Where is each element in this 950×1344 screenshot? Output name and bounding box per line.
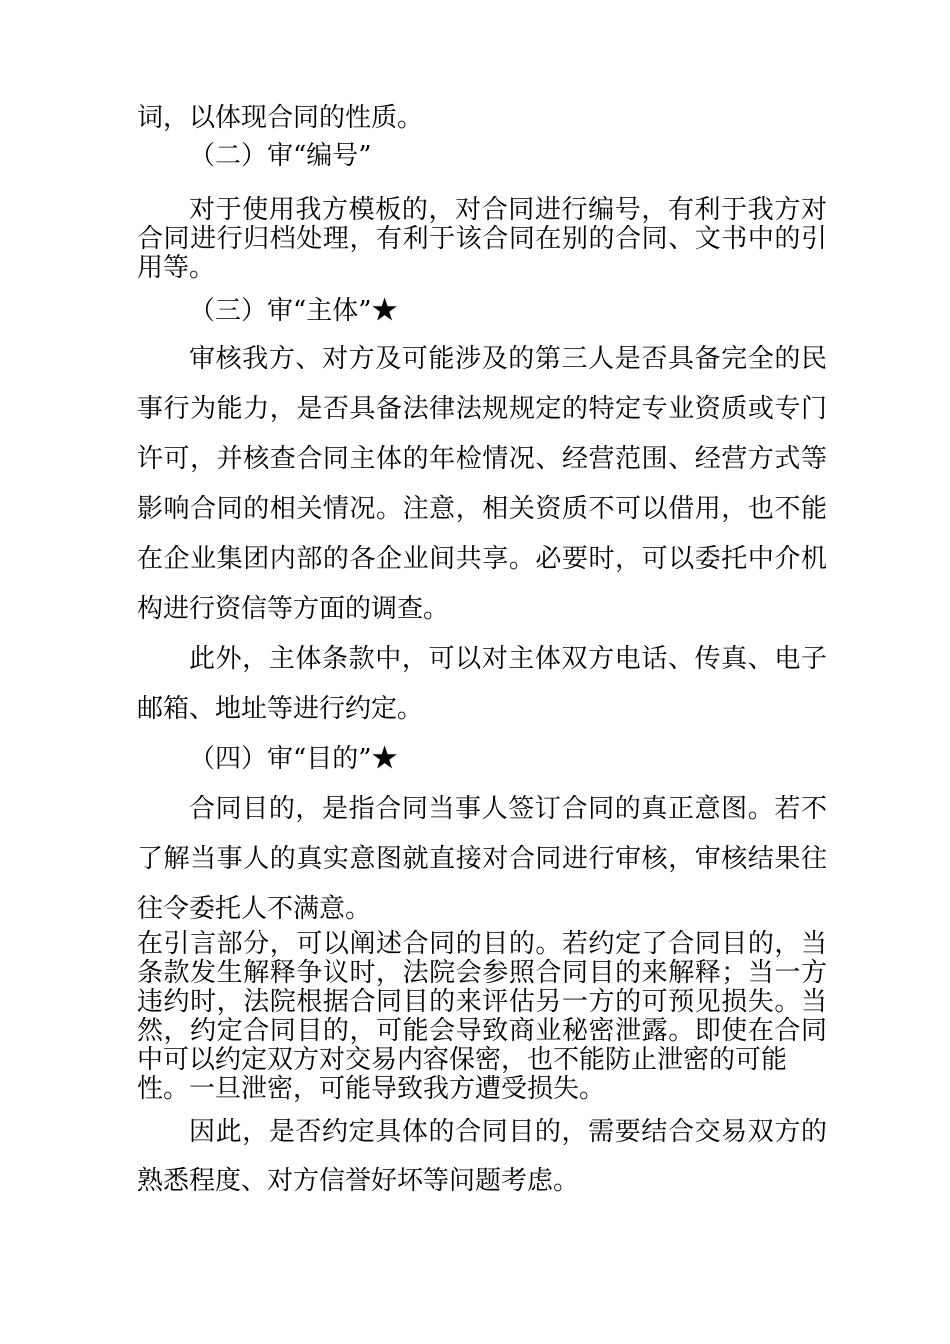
paragraph-line: 了解当事人的真实意图就直接对合同进行审核，审核结果往 (137, 844, 827, 874)
paragraph-line: 用等。 (137, 253, 216, 283)
paragraph-line: 影响合同的相关情况。注意，相关资质不可以借用，也不能 (137, 494, 827, 524)
paragraph-line: 事行为能力，是否具备法律法规规定的特定专业资质或专门 (137, 394, 827, 424)
paragraph-line: 审核我方、对方及可能涉及的第三人是否具备完全的民 (189, 344, 827, 374)
paragraph-line: 对于使用我方模板的，对合同进行编号，有利于我方对 (189, 195, 827, 225)
paragraph-line: 合同进行归档处理，有利于该合同在别的合同、文书中的引 (137, 224, 827, 254)
paragraph-line: 然，约定合同目的，可能会导致商业秘密泄露。即使在合同 (137, 1016, 827, 1046)
paragraph-line: 邮箱、地址等进行约定。 (137, 694, 424, 724)
paragraph-line: 在企业集团内部的各企业间共享。必要时，可以委托中介机 (137, 544, 827, 574)
section-heading-purpose: （四）审“目的”★ (189, 744, 398, 774)
paragraph-line: 熟悉程度、对方信誉好坏等问题考虑。 (137, 1166, 580, 1196)
section-heading-subject: （三）审“主体”★ (189, 296, 398, 326)
paragraph-line: 在引言部分，可以阐述合同的目的。若约定了合同目的，当 (137, 929, 827, 959)
paragraph-line: 词，以体现合同的性质。 (137, 103, 424, 133)
paragraph-line: 性。一旦泄密，可能导致我方遭受损失。 (137, 1074, 606, 1104)
paragraph-line: 条款发生解释争议时，法院会参照合同目的来解释；当一方 (137, 958, 827, 988)
paragraph-line: 违约时，法院根据合同目的来评估另一方的可预见损失。当 (137, 987, 827, 1017)
paragraph-line: 许可，并核查合同主体的年检情况、经营范围、经营方式等 (137, 444, 827, 474)
paragraph-line: 中可以约定双方对交易内容保密，也不能防止泄密的可能 (137, 1045, 788, 1075)
paragraph-line: 合同目的，是指合同当事人签订合同的真正意图。若不 (189, 794, 827, 824)
paragraph-line: 往令委托人不满意。 (137, 894, 372, 924)
paragraph-line: 此外，主体条款中，可以对主体双方电话、传真、电子 (189, 644, 827, 674)
paragraph-line: 因此，是否约定具体的合同目的，需要结合交易双方的 (189, 1117, 827, 1147)
section-heading-numbering: （二）审“编号” (189, 141, 372, 171)
paragraph-line: 构进行资信等方面的调查。 (137, 594, 450, 624)
